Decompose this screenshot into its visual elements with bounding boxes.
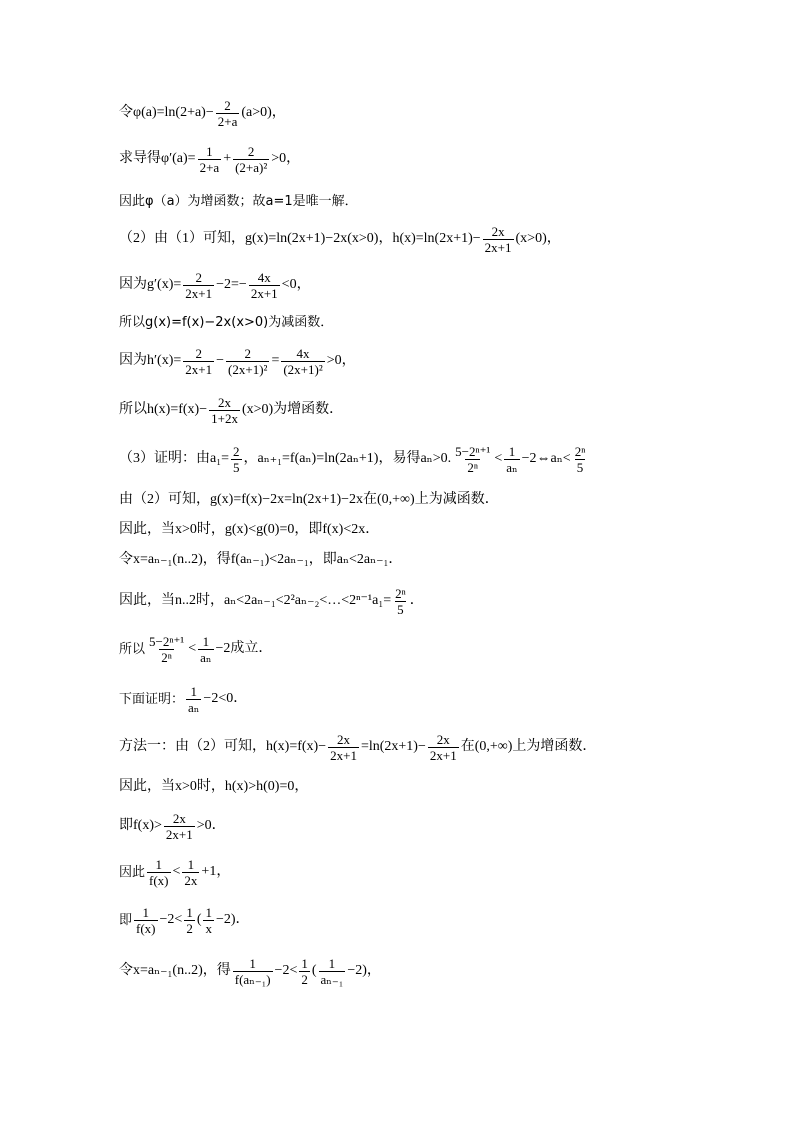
text: 即f(x)>	[119, 818, 162, 833]
text: −2<	[274, 963, 298, 978]
text: 因此，当x>0时，g(x)<g(0)=0，即f(x)<2x．	[119, 522, 380, 537]
fraction: $\frac{2}{2x+1}$	[185, 345, 213, 377]
text: =ln(2x+1)−	[360, 739, 426, 754]
line-substitute-a	[119, 539, 674, 581]
text: 在(0,+∞)上为增函数．	[460, 739, 597, 754]
fraction: $\frac{\text{2ⁿ}}{5}$	[395, 585, 406, 617]
fraction: $\frac{2}{\text{(2x+1)²}}$	[228, 345, 268, 377]
line-h-derivative	[119, 340, 674, 382]
line-h-increasing	[119, 389, 674, 431]
fraction: $\frac{1}{2}$	[301, 955, 308, 987]
fraction: $\frac{2x}{2x+1}$	[484, 223, 512, 255]
line-f-greater	[119, 805, 674, 847]
text: −2成立．	[215, 641, 273, 656]
fraction: $\frac{1}{\text{aₙ}}$	[200, 633, 212, 665]
line-g-decreasing	[119, 301, 674, 343]
text: 因此φ（a）为增函数；故a=1是唯一解．	[119, 193, 358, 209]
fraction: $\frac{1}{2x}$	[184, 856, 198, 888]
fraction: $\frac{2}{\text{(2+a)²}}$	[235, 143, 268, 175]
line-phi-derivative	[119, 138, 674, 180]
fraction: $\frac{1}{2+a}$	[199, 143, 220, 175]
text: <	[188, 641, 197, 656]
text: −2=−	[216, 277, 247, 292]
line-method-one	[119, 726, 674, 768]
text: >0．	[196, 818, 226, 833]
text: −	[216, 353, 225, 368]
line-h-positive	[119, 766, 674, 808]
text: 因此	[119, 864, 146, 880]
fraction: $\frac{2x}{2x+1}$	[165, 810, 193, 842]
line-reciprocal-minus-two	[119, 899, 674, 941]
text: （3）证明：由a₁=	[119, 451, 229, 466]
line-next-proof	[119, 678, 674, 720]
text: >0，	[326, 353, 356, 368]
text: 因为g′(x)=	[119, 277, 182, 292]
fraction: $\frac{\text{5−2ⁿ⁺¹}}{\text{2ⁿ}}$	[149, 633, 185, 665]
text: 所以	[119, 641, 146, 657]
text: 即	[119, 912, 133, 928]
fraction: $\frac{2x}{2x+1}$	[330, 731, 357, 763]
text: >0，	[271, 151, 301, 166]
line-part3-proof	[119, 438, 674, 480]
text: ，aₙ₊₁=f(aₙ)=ln(2aₙ+1)，易得aₙ>0.	[243, 451, 452, 466]
fraction: $\frac{4x}{\text{(2x+1)²}}$	[283, 345, 323, 377]
text: −2<	[159, 912, 183, 927]
text: 由（2）可知，g(x)=f(x)−2x=ln(2x+1)−2x在(0,+∞)上为减函数．	[119, 492, 499, 507]
text: 因此，当x>0时，h(x)>h(0)=0，	[119, 779, 309, 794]
fraction: $\frac{1}{\text{aₙ₋₁}}$	[320, 955, 344, 987]
line-part2-intro	[119, 218, 674, 260]
line-phi-increasing	[119, 180, 674, 222]
text: +1，	[201, 864, 231, 879]
text: −2)，	[347, 963, 381, 978]
line-substitute-final	[119, 950, 674, 992]
fraction: $\frac{\text{5−2ⁿ⁺¹}}{\text{2ⁿ}}$	[455, 443, 491, 475]
line-reciprocal	[119, 851, 674, 893]
text: (	[311, 963, 317, 978]
fraction: $\frac{1}{\text{f(aₙ₋₁)}}$	[234, 955, 271, 987]
text: −2⇔aₙ<	[521, 451, 571, 466]
fraction: $\frac{2x}{1+2x}$	[211, 394, 238, 426]
line-g-derivative	[119, 264, 674, 306]
text: 令φ(a)=ln(2+a)−	[119, 105, 214, 120]
line-phi-definition	[119, 92, 674, 134]
fraction: $\frac{2}{5}$	[233, 443, 240, 475]
text: +	[223, 151, 232, 166]
fraction: $\frac{\text{2ⁿ}}{5}$	[574, 443, 586, 475]
fraction: $\frac{2}{2+a}$	[217, 97, 238, 129]
fraction: $\frac{4x}{2x+1}$	[250, 269, 278, 301]
fraction: $\frac{1}{x}$	[205, 904, 212, 936]
text: (	[196, 912, 202, 927]
text: 所以h(x)=f(x)−	[119, 402, 208, 417]
text: 求导得φ′(a)=	[119, 151, 196, 166]
text: 方法一：由（2）可知，h(x)=f(x)−	[119, 739, 327, 754]
text: 下面证明：	[119, 691, 185, 707]
text: （2）由（1）可知，g(x)=ln(2x+1)−2x(x>0)，h(x)=ln(2x+1)−	[119, 231, 481, 246]
text: ．	[409, 593, 424, 608]
fraction: $\frac{1}{f(x)}$	[136, 904, 156, 936]
fraction: $\frac{1}{\text{aₙ}}$	[506, 443, 518, 475]
line-a-n-bound	[119, 580, 674, 622]
text: −2)．	[215, 912, 250, 927]
text: (x>0)为增函数．	[241, 402, 344, 417]
text: =	[271, 353, 280, 368]
fraction: $\frac{2x}{2x+1}$	[429, 731, 457, 763]
text: (a>0)，	[241, 105, 286, 120]
text: 因此，当n..2时，aₙ<2aₙ₋₁<2²aₙ₋₂<…<2ⁿ⁻¹a₁=	[119, 593, 392, 608]
text: (x>0)，	[515, 231, 561, 246]
text: <	[172, 864, 181, 879]
fraction: $\frac{1}{f(x)}$	[149, 856, 169, 888]
text: −2<0．	[203, 691, 248, 706]
text: 因为h′(x)=	[119, 353, 182, 368]
line-left-inequality	[119, 628, 674, 670]
text: <0，	[281, 277, 311, 292]
text: <	[494, 451, 503, 466]
text: 令x=aₙ₋₁(n..2)，得f(aₙ₋₁)<2aₙ₋₁，即aₙ<2aₙ₋₁．	[119, 552, 403, 567]
text: 所以g(x)=f(x)−2x(x>0)为减函数．	[119, 314, 334, 330]
fraction: $\frac{2}{2x+1}$	[185, 269, 213, 301]
fraction: $\frac{1}{\text{aₙ}}$	[188, 683, 200, 715]
text: 令x=aₙ₋₁(n..2)，得	[119, 963, 231, 978]
fraction: $\frac{1}{2}$	[186, 904, 193, 936]
